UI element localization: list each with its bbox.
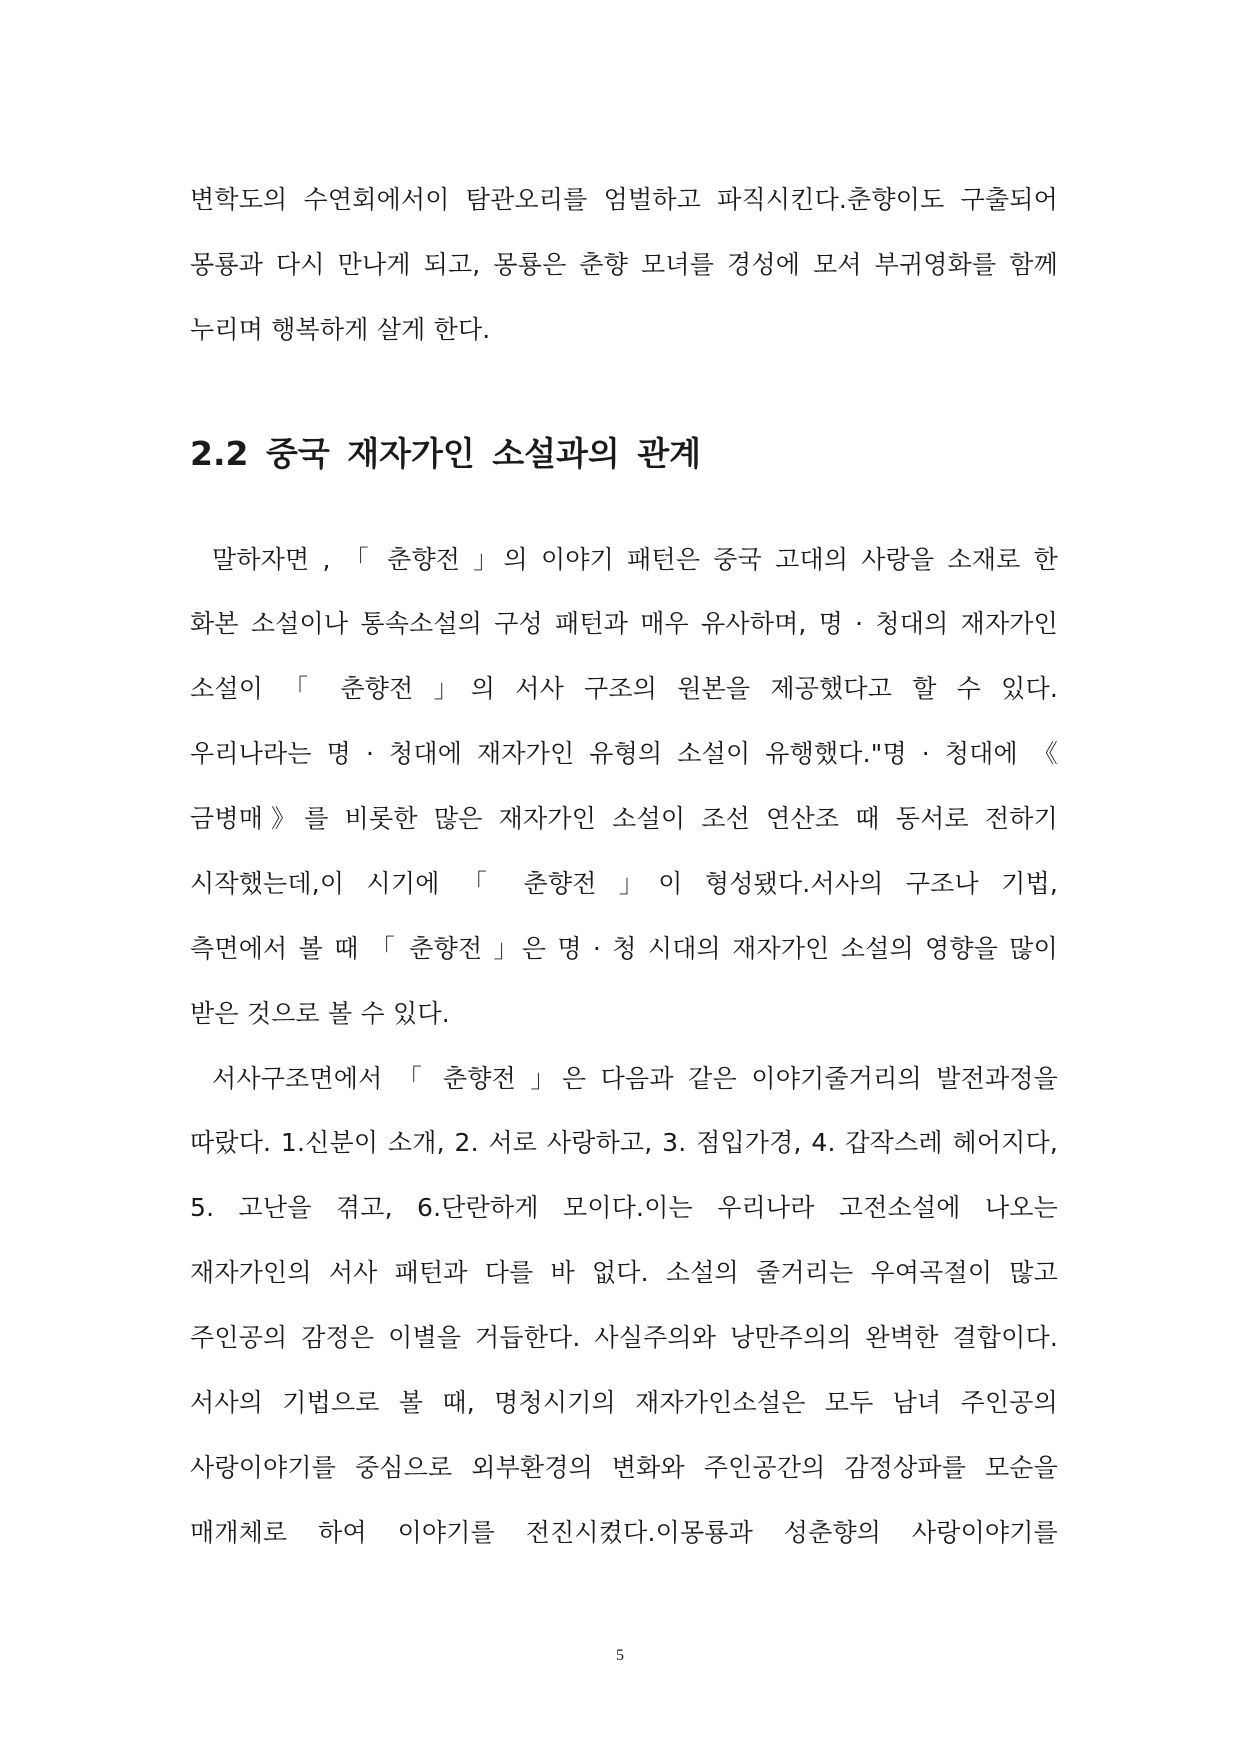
paragraph1-line-2: 화본 소설이나 통속소설의 구성 패턴과 매우 유사하며, 명 · 청대의 재자가인	[190, 609, 1058, 638]
intro-line-1: 변학도의 수연회에서이 탐관오리를 엄벌하고 파직시킨다.춘향이도 구출되어	[190, 185, 1058, 214]
paragraph2-line-1: 서사구조면에서 「 춘향전 」은 다음과 같은 이야기줄거리의 발전과정을	[212, 1064, 1058, 1093]
paragraph2-line-2: 따랐다. 1.신분이 소개, 2. 서로 사랑하고, 3. 점입가경, 4. 갑작스레 헤어지다,	[190, 1128, 1058, 1157]
paragraph2-line-4: 재자가인의 서사 패턴과 다를 바 없다. 소설의 줄거리는 우여곡절이 많고	[190, 1258, 1058, 1287]
paragraph1-line-7: 측면에서 볼 때 「 춘향전 」은 명 · 청 시대의 재자가인 소설의 영향을 많이	[190, 934, 1058, 963]
paragraph2-line-7: 사랑이야기를 중심으로 외부환경의 변화와 주인공간의 감정상파를 모순을	[190, 1453, 1058, 1482]
paragraph2-line-3: 5. 고난을 겪고, 6.단란하게 모이다.이는 우리나라 고전소설에 나오는	[190, 1193, 1058, 1222]
page-number: 5	[616, 1647, 624, 1664]
paragraph1-line-1: 말하자면 , 「 춘향전 」의 이야기 패턴은 중국 고대의 사랑을 소재로 한	[212, 545, 1058, 574]
paragraph1-line-3: 소설이 「 춘향전 」의 서사 구조의 원본을 제공했다고 할 수 있다.	[190, 674, 1058, 703]
paragraph1-line-5: 금병매》를 비롯한 많은 재자가인 소설이 조선 연산조 때 동서로 전하기	[190, 804, 1058, 833]
section-heading: 2.2 중국 재자가인 소설과의 관계	[190, 434, 701, 473]
paragraph2-line-8: 매개체로 하여 이야기를 전진시켰다.이몽룡과 성춘향의 사랑이야기를	[190, 1518, 1058, 1547]
paragraph2-line-6: 서사의 기법으로 볼 때, 명청시기의 재자가인소설은 모두 남녀 주인공의	[190, 1388, 1058, 1417]
intro-line-2: 몽룡과 다시 만나게 되고, 몽룡은 춘향 모녀를 경성에 모셔 부귀영화를 함께	[190, 250, 1058, 279]
paragraph1-line-4: 우리나라는 명 · 청대에 재자가인 유형의 소설이 유행했다."명 · 청대에 《	[190, 739, 1058, 768]
intro-line-3: 누리며 행복하게 살게 한다.	[190, 315, 491, 344]
paragraph1-line-8: 받은 것으로 볼 수 있다.	[190, 999, 450, 1028]
paragraph2-line-5: 주인공의 감정은 이별을 거듭한다. 사실주의와 낭만주의의 완벽한 결합이다.	[190, 1323, 1058, 1352]
paragraph1-line-6: 시작했는데,이 시기에 「 춘향전 」이 형성됐다.서사의 구조나 기법,	[190, 869, 1058, 898]
